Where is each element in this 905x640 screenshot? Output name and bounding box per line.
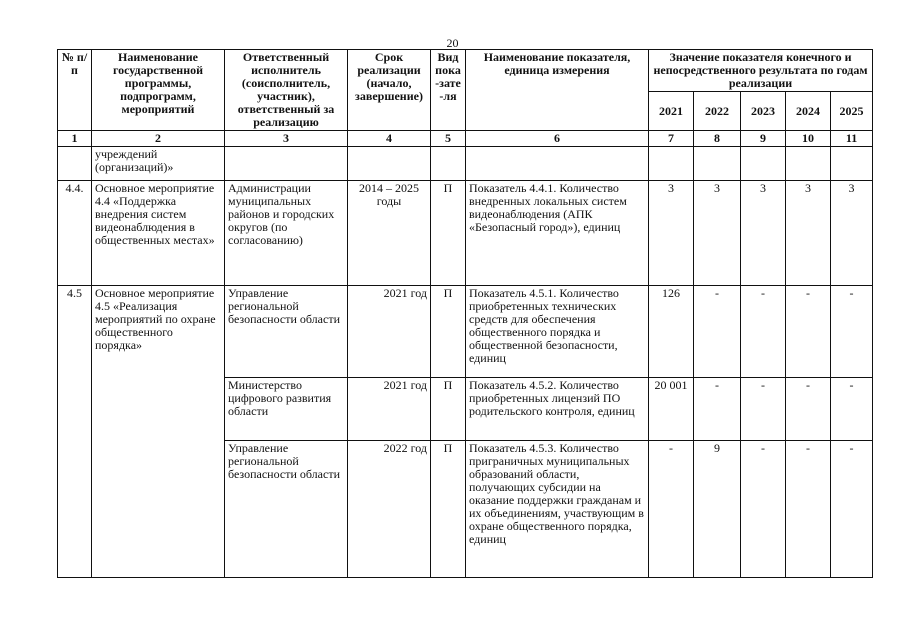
header-name: Наименование государственной программы, подпрограмм, мероприятий [92, 50, 225, 131]
program-table [57, 49, 873, 578]
row-term: 2021 год [348, 378, 431, 441]
column-number: 3 [225, 131, 348, 147]
row-value: 20 001 [649, 378, 694, 441]
row-name: Основное мероприятие 4.5 «Реализация мероприятий по охране общественного порядка» [92, 286, 225, 578]
row-term: 2014 – 2025 годы [348, 181, 431, 286]
row-value: 3 [649, 181, 694, 286]
header-year: 2022 [694, 92, 741, 131]
column-number: 5 [431, 131, 466, 147]
column-number: 6 [466, 131, 649, 147]
column-number: 2 [92, 131, 225, 147]
row-value: - [831, 378, 873, 441]
header-year: 2024 [786, 92, 831, 131]
row-executor: Управление региональной безопасности области [225, 441, 348, 578]
table-row [58, 286, 873, 378]
continuation-row [58, 147, 873, 181]
column-number-row [58, 131, 873, 147]
continuation-name: учреждений (организаций)» [92, 147, 225, 181]
row-type: П [431, 441, 466, 578]
row-value: - [694, 378, 741, 441]
row-value: - [786, 378, 831, 441]
row-indicator: Показатель 4.5.1. Количество приобретенных технических средств для обеспечения общественного порядка и общественной безопасности, единиц [466, 286, 649, 378]
page-number: 20 [446, 36, 459, 50]
row-value: - [694, 286, 741, 378]
row-term: 2021 год [348, 286, 431, 378]
header-type: Вид пока-зате-ля [431, 50, 466, 131]
column-number: 9 [741, 131, 786, 147]
row-type: П [431, 181, 466, 286]
row-term: 2022 год [348, 441, 431, 578]
row-value: - [786, 441, 831, 578]
column-number: 11 [831, 131, 873, 147]
column-number: 8 [694, 131, 741, 147]
column-number: 1 [58, 131, 92, 147]
row-value: 9 [694, 441, 741, 578]
row-num: 4.5 [58, 286, 92, 578]
row-type: П [431, 286, 466, 378]
row-value: 3 [786, 181, 831, 286]
row-value: - [741, 378, 786, 441]
row-indicator: Показатель 4.4.1. Количество внедренных локальных систем видеонаблюдения (АПК «Безопасный город»), единиц [466, 181, 649, 286]
column-number: 7 [649, 131, 694, 147]
row-value: - [649, 441, 694, 578]
header-year: 2025 [831, 92, 873, 131]
row-value: - [741, 286, 786, 378]
table-row [58, 181, 873, 286]
row-indicator: Показатель 4.5.3. Количество приграничных муниципальных образований области, получающих субсидии на оказание поддержки гражданам и их объединениям, участвующим в охране общественного порядка, единиц [466, 441, 649, 578]
row-value: - [741, 441, 786, 578]
row-value: - [786, 286, 831, 378]
row-value: 126 [649, 286, 694, 378]
header-num: № п/п [58, 50, 92, 131]
row-value: 3 [831, 181, 873, 286]
header-year: 2021 [649, 92, 694, 131]
row-executor: Управление региональной безопасности области [225, 286, 348, 378]
header-indicator: Наименование показателя, единица измерения [466, 50, 649, 131]
row-value: - [831, 441, 873, 578]
row-value: 3 [741, 181, 786, 286]
row-value: - [831, 286, 873, 378]
row-executor: Министерство цифрового развития области [225, 378, 348, 441]
column-number: 4 [348, 131, 431, 147]
header-executor: Ответственный исполнитель (соисполнитель, участник), ответственный за реализацию [225, 50, 348, 131]
header-term: Срок реализации (начало, завершение) [348, 50, 431, 131]
row-num: 4.4. [58, 181, 92, 286]
header-year: 2023 [741, 92, 786, 131]
row-indicator: Показатель 4.5.2. Количество приобретенных лицензий ПО родительского контроля, единиц [466, 378, 649, 441]
header-values-group: Значение показателя конечного и непосредственного результата по годам реализации [649, 50, 873, 92]
row-executor: Администрации муниципальных районов и городских округов (по согласованию) [225, 181, 348, 286]
row-name: Основное мероприятие 4.4 «Поддержка внедрения систем видеонаблюдения в общественных местах» [92, 181, 225, 286]
row-type: П [431, 378, 466, 441]
header-row [58, 50, 873, 92]
column-number: 10 [786, 131, 831, 147]
row-value: 3 [694, 181, 741, 286]
